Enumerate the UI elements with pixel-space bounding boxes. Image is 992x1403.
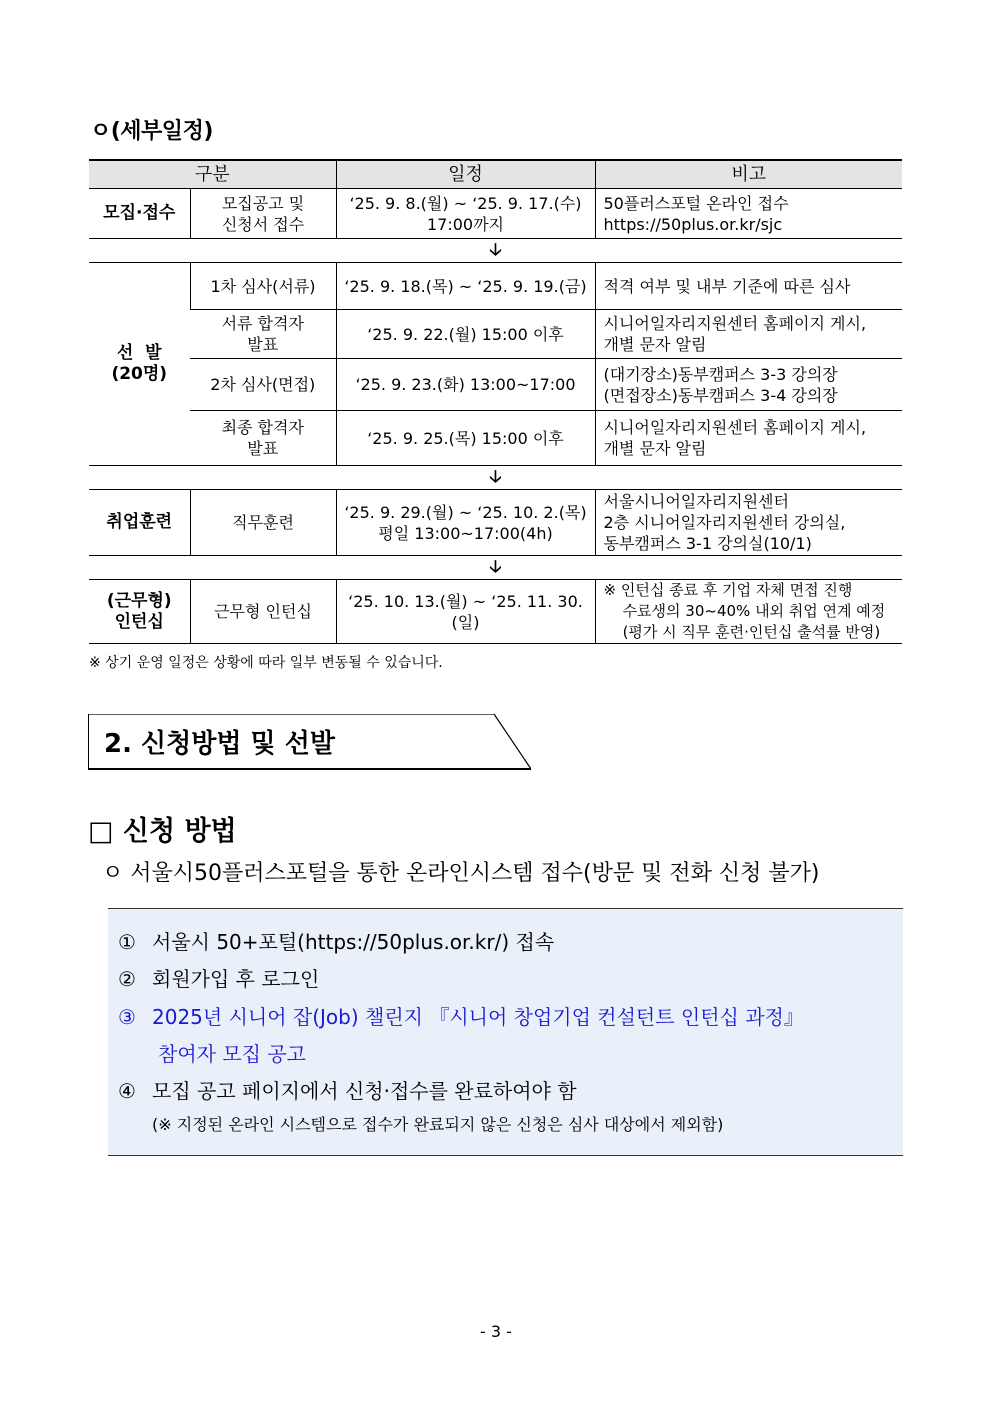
step-3b-text: 참여자 모집 공고 <box>158 1042 306 1066</box>
step-1 <box>118 926 554 955</box>
item-training: 직무훈련 <box>190 490 336 556</box>
arrow-down-icon: 🡣 <box>89 556 902 580</box>
date-selection-2: ‘25. 9. 22.(월) 15:00 이후 <box>336 310 595 359</box>
category-selection-line1: 선 발 <box>116 343 162 363</box>
note-recruit: 50플러스포털 온라인 접수 https://50plus.or.kr/sjc <box>595 189 902 239</box>
category-internship-line2: 인턴십 <box>114 611 164 632</box>
date-selection-3: ‘25. 9. 23.(화) 13:00~17:00 <box>336 359 595 411</box>
category-internship-line1: (근무형) <box>106 590 172 611</box>
step-2-number: ② <box>118 967 136 991</box>
step-3-continued <box>118 1038 306 1067</box>
item-selection-1: 1차 심사(서류) <box>190 263 336 310</box>
table-header-row <box>89 160 902 189</box>
header-schedule: 일정 <box>336 160 595 189</box>
apply-heading: □ 신청 방법 <box>88 816 237 847</box>
schedule-table <box>89 159 902 644</box>
step-3-text: 2025년 시니어 잡(Job) 챌린지 『시니어 창업기업 컨설턴트 인턴십 과정』 <box>152 1005 804 1029</box>
step-2 <box>118 963 319 992</box>
category-recruit: 모집·접수 <box>89 189 190 239</box>
row-internship <box>89 580 902 644</box>
date-selection-1: ‘25. 9. 18.(목) ~ ‘25. 9. 19.(금) <box>336 263 595 310</box>
row-selection-3 <box>89 359 902 411</box>
item-selection-3: 2차 심사(면접) <box>190 359 336 411</box>
header-note: 비고 <box>595 160 902 189</box>
note-internship: ※ 인턴십 종료 후 기업 자체 면접 진행 수료생의 30~40% 내외 취업 연계 예정 (평가 시 직무 훈련·인턴십 출석률 반영) <box>595 580 902 644</box>
note-selection-4: 시니어일자리지원센터 홈페이지 게시, 개별 문자 알림 <box>595 411 902 466</box>
category-selection-line2: (20명) <box>111 364 168 384</box>
step-1-text: 서울시 50+포털(https://50plus.or.kr/) 접속 <box>152 930 555 954</box>
note-selection-3: (대기장소)동부캠퍼스 3-3 강의장 (면접장소)동부캠퍼스 3-4 강의장 <box>595 359 902 411</box>
item-recruit: 모집공고 및 신청서 접수 <box>190 189 336 239</box>
row-selection-1 <box>89 263 902 310</box>
step-1-number: ① <box>118 930 136 954</box>
note-selection-1: 적격 여부 및 내부 기준에 따른 심사 <box>595 263 902 310</box>
category-selection <box>89 263 190 466</box>
row-selection-2 <box>89 310 902 359</box>
item-selection-4: 최종 합격자 발표 <box>190 411 336 466</box>
section-title: 2. 신청방법 및 선발 <box>104 729 335 759</box>
step-4-text: 모집 공고 페이지에서 신청·접수를 완료하여야 함 <box>152 1079 577 1103</box>
schedule-footnote: ※ 상기 운영 일정은 상황에 따라 일부 변동될 수 있습니다. <box>89 655 443 671</box>
item-selection-2: 서류 합격자 발표 <box>190 310 336 359</box>
header-category: 구분 <box>89 160 336 189</box>
step-4-number: ④ <box>118 1079 136 1103</box>
arrow-down-icon: 🡣 <box>89 239 902 263</box>
item-internship: 근무형 인턴십 <box>190 580 336 644</box>
date-training: ‘25. 9. 29.(월) ~ ‘25. 10. 2.(목) 평일 13:00~17:00(4h) <box>336 490 595 556</box>
category-training: 취업훈련 <box>89 490 190 556</box>
note-training: 서울시니어일자리지원센터 2층 시니어일자리지원센터 강의실, 동부캠퍼스 3-1 강의실(10/1) <box>595 490 902 556</box>
row-training <box>89 490 902 556</box>
row-recruit <box>89 189 902 239</box>
step-3-number: ③ <box>118 1005 136 1029</box>
apply-subheading: ㅇ 서울시50플러스포털을 통한 온라인시스템 접수(방문 및 전화 신청 불가) <box>102 861 820 886</box>
step-4 <box>118 1075 577 1104</box>
row-selection-4 <box>89 411 902 466</box>
arrow-down-icon: 🡣 <box>89 466 902 490</box>
step-note: (※ 지정된 온라인 시스템으로 접수가 완료되지 않은 신청은 심사 대상에서 제외함) <box>152 1115 724 1134</box>
step-2-text: 회원가입 후 로그인 <box>152 967 320 991</box>
page-number: - 3 - <box>480 1322 512 1341</box>
note-selection-2: 시니어일자리지원센터 홈페이지 게시, 개별 문자 알림 <box>595 310 902 359</box>
date-internship: ‘25. 10. 13.(월) ~ ‘25. 11. 30.(일) <box>336 580 595 644</box>
schedule-heading: ㅇ(세부일정) <box>90 119 213 144</box>
category-internship <box>89 580 190 644</box>
date-selection-4: ‘25. 9. 25.(목) 15:00 이후 <box>336 411 595 466</box>
step-3 <box>118 1001 804 1030</box>
date-recruit: ‘25. 9. 8.(월) ~ ‘25. 9. 17.(수) 17:00까지 <box>336 189 595 239</box>
